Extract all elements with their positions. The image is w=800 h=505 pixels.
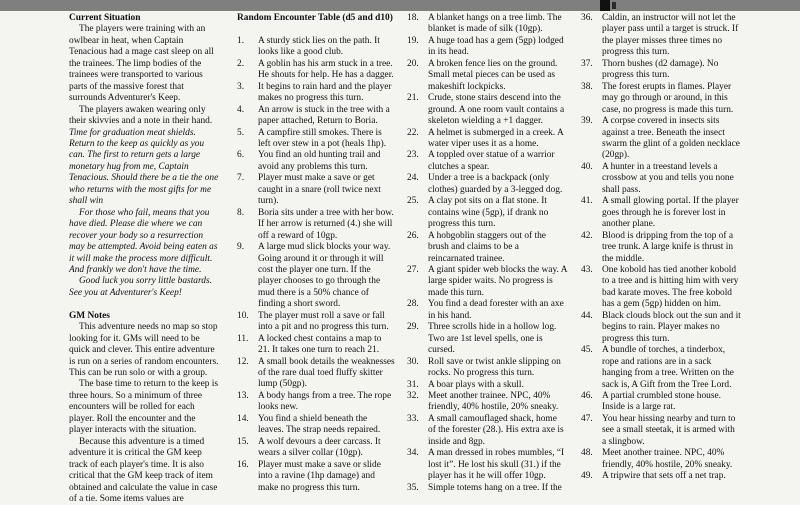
encounter-item bbox=[237, 437, 395, 460]
encounter-item bbox=[581, 162, 741, 196]
encounter-text: A goblin has his arm stuck in a tree. He shouts for help. He has a dagger. bbox=[258, 58, 394, 81]
encounter-number: 41. bbox=[581, 196, 593, 207]
encounter-text: Under a tree is a backpack (only clothes) guarded by a 3-legged dog. bbox=[428, 173, 563, 195]
encounter-item bbox=[407, 380, 567, 391]
column-intro bbox=[69, 13, 221, 505]
encounter-number: 34. bbox=[407, 448, 419, 459]
encounter-item bbox=[237, 242, 395, 311]
encounter-item bbox=[581, 82, 741, 116]
encounter-number: 27. bbox=[407, 264, 419, 275]
encounter-number: 23. bbox=[407, 150, 419, 161]
encounter-text: You find a dead forester with an axe in his hand. bbox=[428, 299, 564, 321]
encounter-number: 21. bbox=[407, 93, 419, 104]
encounter-number: 31. bbox=[407, 379, 419, 390]
encounter-text: Simple totems hang on a tree. If the bbox=[428, 482, 562, 493]
encounter-item bbox=[237, 357, 395, 391]
encounter-number: 14. bbox=[237, 413, 249, 424]
encounter-item bbox=[581, 13, 741, 59]
encounter-text: A helmet is submerged in a creek. A water viper uses it as a home. bbox=[428, 127, 564, 149]
encounter-item bbox=[407, 93, 567, 127]
encounter-text: A huge toad has a gem (5gp) lodged in its head. bbox=[428, 35, 564, 58]
encounter-number: 42. bbox=[581, 230, 593, 241]
captain-note-text: Time for graduation meat shields. Return to the keep as quickly as you can. The first to return gets a large monetary hug from me, Captain Tenacious. Should there be a tie the one who returns with the most gifts for me shall win bbox=[69, 127, 219, 207]
encounter-text: Three scrolls hide in a hollow log. Two are 1st level spells, one is cursed. bbox=[428, 322, 557, 356]
encounter-number: 10. bbox=[237, 310, 249, 321]
encounter-text: Crude, stone stairs descend into the ground. A one room vault contains a skeleton wielding a +1 dagger. bbox=[428, 93, 565, 127]
encounter-item bbox=[581, 414, 741, 448]
gm-notes-heading: GM Notes bbox=[69, 310, 110, 321]
encounter-item bbox=[581, 391, 741, 414]
encounter-item bbox=[407, 299, 567, 322]
encounter-text: A body hangs from a tree. The rope looks new. bbox=[258, 390, 392, 413]
column-encounters-2 bbox=[407, 13, 567, 494]
encounter-text: Caldin, an instructor will not let the player pass until a target is struck. If the player misses three times no progress this turn. bbox=[602, 13, 739, 58]
encounter-text: A boar plays with a skull. bbox=[428, 379, 524, 390]
current-situation-p4: Good luck you sorry little bastards. See you at Adventurer's Keep! bbox=[69, 276, 212, 298]
encounter-item bbox=[237, 59, 395, 82]
encounter-item bbox=[237, 150, 395, 173]
encounter-text: The forest erupts in flames. Player may go through or around, in this case, no progress is made this turn. bbox=[602, 81, 734, 115]
encounter-item bbox=[581, 345, 741, 391]
encounter-item bbox=[407, 150, 567, 173]
encounter-text: Blood is dripping from the top of a tree trunk. A large knife is thrust in the middle. bbox=[602, 230, 734, 264]
encounter-text: A small book details the weaknesses of the rare dual toed fluffy skitter lump (50gp). bbox=[258, 356, 395, 390]
current-situation-p2 bbox=[69, 105, 221, 208]
encounter-text: A man dressed in robes mumbles, “I lost it”. He lost his skull (31.) if the player has it he will offer 10gp. bbox=[428, 448, 565, 482]
encounter-number: 18. bbox=[407, 13, 419, 23]
encounter-number: 48. bbox=[581, 448, 593, 459]
column-encounters-1 bbox=[237, 13, 395, 494]
encounter-text: A hobgoblin staggers out of the brush and claims to be a reincarnated trainee. bbox=[428, 230, 546, 264]
encounter-item bbox=[407, 36, 567, 59]
encounter-text: You find a shield beneath the leaves. The strap needs repaired. bbox=[258, 413, 381, 436]
encounter-number: 20. bbox=[407, 58, 419, 69]
encounter-number: 5. bbox=[237, 127, 245, 138]
encounter-number: 2. bbox=[237, 58, 245, 69]
encounter-item bbox=[237, 391, 395, 414]
encounter-item bbox=[407, 128, 567, 151]
encounter-item bbox=[407, 391, 567, 414]
encounter-list-2 bbox=[407, 13, 567, 494]
encounter-list-3 bbox=[581, 13, 741, 483]
encounter-number: 9. bbox=[237, 242, 245, 253]
encounter-number: 26. bbox=[407, 230, 419, 241]
encounter-text: A corpse covered in insects sits against a tree. Beneath the insect swarm the glint of a golden necklace (20gp). bbox=[602, 116, 740, 161]
encounter-text: A small camouflaged shack, home of the forester (28.). His extra axe is inside and 8gp. bbox=[428, 413, 564, 447]
encounter-number: 38. bbox=[581, 81, 593, 92]
encounter-text: A tripwire that sets off a net trap. bbox=[602, 471, 726, 482]
encounter-text: A hunter in a treestand levels a crossbow at you and tells you none shall pass. bbox=[602, 161, 734, 195]
encounter-text: A partial crumbled stone house. Inside is a large rat. bbox=[602, 390, 721, 413]
encounter-number: 22. bbox=[407, 127, 419, 138]
encounter-text: Player must make a save or get caught in a snare (roll twice next turn). bbox=[258, 173, 381, 207]
encounter-text: A clay pot sits on a flat stone. It contains wine (5gp), if drank no progress this turn. bbox=[428, 196, 549, 230]
encounter-number: 12. bbox=[237, 356, 249, 367]
encounter-item bbox=[581, 471, 741, 482]
encounter-item bbox=[407, 322, 567, 356]
encounter-table-heading: Random Encounter Table (d5 and d10) bbox=[237, 13, 393, 23]
encounter-text: Thorn bushes (d2 damage). No progress this turn. bbox=[602, 58, 719, 81]
encounter-number: 46. bbox=[581, 390, 593, 401]
encounter-text: A giant spider web blocks the way. A large spider waits. No progress is made this turn. bbox=[428, 264, 567, 298]
encounter-item bbox=[581, 231, 741, 265]
gm-notes-p1: This adventure needs no map so stop looking for it. GMs will need to be quick and clever. This entire adventure is run on a series of random encounters. This can be run solo or with a group. bbox=[69, 322, 219, 379]
encounter-number: 36. bbox=[581, 13, 593, 23]
encounter-number: 8. bbox=[237, 207, 245, 218]
encounter-item bbox=[407, 173, 567, 196]
encounter-number: 19. bbox=[407, 35, 419, 46]
encounter-number: 37. bbox=[581, 58, 593, 69]
encounter-text: Boria sits under a tree with her bow. If her arrow is returned (4.) she will off a reward of 10gp. bbox=[258, 207, 394, 241]
encounter-text: It begins to rain hard and the player makes no progress this turn. bbox=[258, 81, 392, 104]
encounter-number: 13. bbox=[237, 390, 249, 401]
encounter-item bbox=[407, 483, 567, 494]
encounter-item bbox=[407, 59, 567, 93]
encounter-text: Meet another trainee. NPC, 40% friendly, 40% hostile, 20% sneaky. bbox=[428, 390, 559, 413]
encounter-item bbox=[581, 116, 741, 162]
encounter-item bbox=[407, 196, 567, 230]
encounter-item bbox=[237, 414, 395, 437]
encounter-text: You find an old hunting trail and avoid any problems this turn. bbox=[258, 150, 381, 172]
encounter-number: 33. bbox=[407, 413, 419, 424]
encounter-item bbox=[581, 265, 741, 311]
encounter-item bbox=[407, 414, 567, 448]
current-situation-heading: Current Situation bbox=[69, 13, 141, 23]
encounter-item bbox=[407, 448, 567, 482]
encounter-text: A sturdy stick lies on the path. It looks like a good club. bbox=[258, 35, 380, 58]
encounter-text: A toppled over statue of a warrior clutches a spear. bbox=[428, 150, 555, 172]
encounter-number: 4. bbox=[237, 104, 245, 115]
encounter-text: A small glowing portal. If the player goes through he is forever lost in another plane. bbox=[602, 196, 739, 230]
encounter-text: Player must make a save or slide into a ravine (1hp damage) and make no progress this turn. bbox=[258, 459, 381, 493]
encounter-text: A bundle of torches, a tinderbox, rope and rations are in a sack hanging from a tree. Written on the sack is, A Gift from the Tree Lord. bbox=[602, 345, 734, 390]
encounter-number: 47. bbox=[581, 413, 593, 424]
encounter-number: 32. bbox=[407, 390, 419, 401]
encounter-number: 3. bbox=[237, 81, 245, 92]
encounter-text: The player must roll a save or fall into a pit and no progress this turn. bbox=[258, 310, 389, 333]
encounter-number: 28. bbox=[407, 299, 419, 310]
encounter-number: 7. bbox=[237, 173, 245, 184]
encounter-item bbox=[581, 311, 741, 345]
encounter-item bbox=[237, 105, 395, 128]
gm-notes-p3: Because this adventure is a timed adventure it is critical the GM keep track of each player's time. It is also critical that the GM keep track of item obtained and calculate the value in case of a tie. Some items values are bbox=[69, 436, 218, 505]
encounter-text: One kobold has tied another kobold to a tree and is hitting him with very bad karate moves. The free kobold has a gem (5gp) hidden on him. bbox=[602, 264, 739, 310]
encounter-text: A broken fence lies on the ground. Small metal pieces can be used as makeshift lockpicks. bbox=[428, 58, 558, 92]
encounter-item bbox=[407, 13, 567, 36]
encounter-text: Black clouds block out the sun and it begins to rain. Player makes no progress this turn. bbox=[602, 310, 741, 344]
encounter-number: 44. bbox=[581, 310, 593, 321]
encounter-item bbox=[237, 311, 395, 334]
encounter-number: 11. bbox=[237, 333, 249, 344]
encounter-number: 24. bbox=[407, 173, 419, 184]
encounter-item bbox=[581, 196, 741, 230]
page-header-bar bbox=[0, 0, 800, 11]
encounter-list-1 bbox=[237, 36, 395, 494]
encounter-item bbox=[237, 36, 395, 59]
encounter-text: You hear hissing nearby and turn to see a small steetak, it is armed with a slingbow. bbox=[602, 413, 736, 447]
current-situation-p1: The players were training with an owlbear in heat, when Captain Tenacious had a mage cast sleep on all the trainees. The limp bodies of the trainees were transported to various parts of the massive forest that surrounds Adventurer's Keep. bbox=[69, 24, 214, 104]
encounter-number: 35. bbox=[407, 482, 419, 493]
encounter-item bbox=[407, 231, 567, 265]
current-situation-p3: For those who fail, means that you have died. Please die where we can recover your body so a resurrection may be attempted. Avoid being eaten as it will make the process more difficult. And frankly we don't have the time. bbox=[69, 207, 218, 275]
encounter-number: 30. bbox=[407, 356, 419, 367]
encounter-number: 29. bbox=[407, 322, 419, 333]
header-mark-small bbox=[612, 2, 616, 9]
encounter-number: 15. bbox=[237, 436, 249, 447]
encounter-number: 45. bbox=[581, 345, 593, 356]
encounter-text: A wolf devours a deer carcass. It wears a silver collar (10gp). bbox=[258, 436, 381, 459]
encounter-item bbox=[237, 128, 395, 151]
header-mark bbox=[600, 0, 610, 11]
encounter-text: An arrow is stuck in the tree with a paper attached, Return to Boria. bbox=[258, 104, 390, 127]
encounter-number: 49. bbox=[581, 471, 593, 482]
encounter-item bbox=[581, 448, 741, 471]
encounter-item bbox=[237, 173, 395, 207]
encounter-item bbox=[237, 460, 395, 494]
encounter-text: A locked chest contains a map to 21. It takes one turn to reach 21. bbox=[258, 333, 382, 356]
encounter-number: 25. bbox=[407, 196, 419, 207]
gm-notes-p2: The base time to return to the keep is three hours. So a minimum of three encounters will be rolled for each player. Roll the encounter and the player interacts with the situation. bbox=[69, 379, 219, 436]
encounter-item bbox=[237, 334, 395, 357]
encounter-item bbox=[407, 357, 567, 380]
encounter-text: Meet another trainee. NPC, 40% friendly, 40% hostile, 20% sneaky. bbox=[602, 448, 733, 470]
encounter-number: 39. bbox=[581, 116, 593, 127]
column-encounters-3 bbox=[581, 13, 741, 483]
encounter-item bbox=[407, 265, 567, 299]
encounter-text: A blanket hangs on a tree limb. The blanket is made of silk (10gp). bbox=[428, 13, 562, 35]
encounter-number: 1. bbox=[237, 35, 245, 46]
encounter-text: Roll save or twist ankle slipping on rocks. No progress this turn. bbox=[428, 356, 561, 379]
encounter-text: A large mud slick blocks your way. Going around it or through it will cost the player one turn. If the player chooses to go through the mud there is a 50% chance of finding a short sword. bbox=[258, 242, 391, 310]
current-situation-p2-text: The players awaken wearing only their skivvies and a note in their hand. bbox=[69, 104, 213, 127]
encounter-number: 16. bbox=[237, 459, 249, 470]
encounter-item bbox=[237, 208, 395, 242]
encounter-item bbox=[237, 82, 395, 105]
encounter-number: 6. bbox=[237, 150, 245, 161]
encounter-item bbox=[581, 59, 741, 82]
encounter-text: A campfire still smokes. There is left over stew in a pot (heals 1hp). bbox=[258, 127, 387, 149]
encounter-number: 43. bbox=[581, 264, 593, 275]
encounter-number: 40. bbox=[581, 161, 593, 172]
